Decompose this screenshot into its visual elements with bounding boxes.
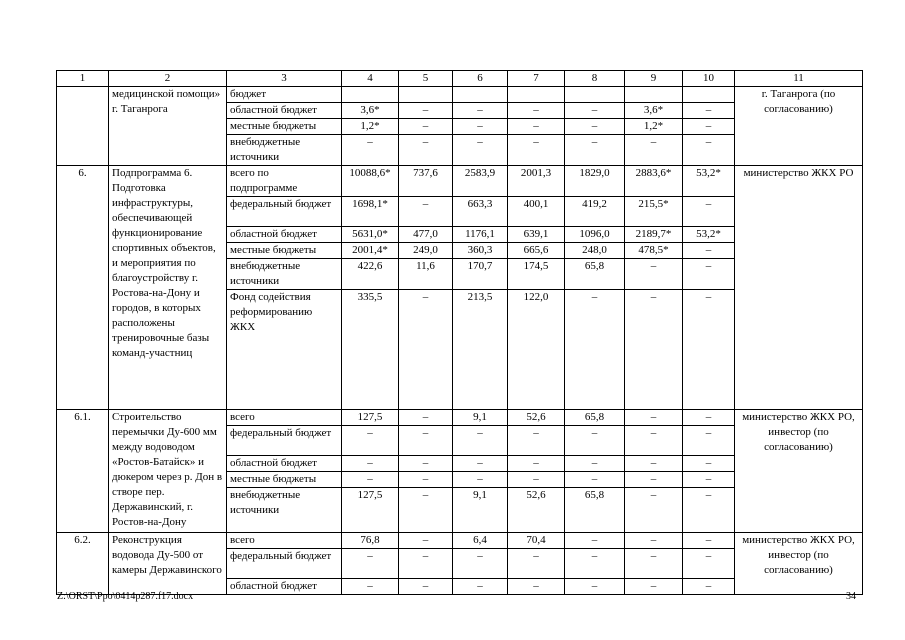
value-cell: 9,1 bbox=[453, 410, 508, 426]
value-cell: – bbox=[342, 472, 399, 488]
header-cell: 1 bbox=[57, 71, 109, 87]
value-cell: 76,8 bbox=[342, 533, 399, 549]
value-cell: 215,5* bbox=[625, 197, 683, 227]
header-cell: 7 bbox=[508, 71, 565, 87]
value-cell bbox=[508, 87, 565, 103]
value-cell: 2001,4* bbox=[342, 243, 399, 259]
value-cell: 52,6 bbox=[508, 488, 565, 533]
value-cell: – bbox=[565, 119, 625, 135]
value-cell: – bbox=[625, 135, 683, 166]
value-cell: – bbox=[399, 472, 453, 488]
value-cell: – bbox=[399, 426, 453, 456]
header-cell: 4 bbox=[342, 71, 399, 87]
value-cell: – bbox=[399, 579, 453, 595]
funding-source: местные бюджеты bbox=[227, 119, 342, 135]
value-cell: 360,3 bbox=[453, 243, 508, 259]
value-cell: – bbox=[508, 119, 565, 135]
value-cell: – bbox=[565, 456, 625, 472]
value-cell: – bbox=[342, 579, 399, 595]
value-cell: – bbox=[683, 119, 735, 135]
funding-source: федеральный бюджет bbox=[227, 549, 342, 579]
item-name: Подпрограмма 6. Подготовка инфраструктуры, обеспечивающей функционирование спортивных объектов, и мероприятия по благоустройству г. Ростова-на-Дону и городов, в которых расположены тренировочные базы команд-участниц bbox=[109, 166, 227, 410]
funding-source: областной бюджет bbox=[227, 579, 342, 595]
value-cell: 11,6 bbox=[399, 259, 453, 290]
value-cell: – bbox=[453, 119, 508, 135]
value-cell: – bbox=[625, 472, 683, 488]
value-cell: – bbox=[399, 197, 453, 227]
funding-source: областной бюджет bbox=[227, 456, 342, 472]
value-cell: – bbox=[683, 259, 735, 290]
item-number: 6. bbox=[57, 166, 109, 410]
value-cell: 639,1 bbox=[508, 227, 565, 243]
value-cell: – bbox=[453, 456, 508, 472]
value-cell: – bbox=[683, 549, 735, 579]
value-cell: – bbox=[399, 103, 453, 119]
value-cell: 10088,6* bbox=[342, 166, 399, 197]
value-cell: – bbox=[399, 135, 453, 166]
value-cell: – bbox=[625, 579, 683, 595]
value-cell: – bbox=[453, 549, 508, 579]
value-cell: – bbox=[565, 103, 625, 119]
value-cell: – bbox=[683, 488, 735, 533]
value-cell bbox=[453, 87, 508, 103]
value-cell: – bbox=[508, 472, 565, 488]
funding-source: федеральный бюджет bbox=[227, 197, 342, 227]
value-cell: 213,5 bbox=[453, 290, 508, 410]
value-cell: 1,2* bbox=[625, 119, 683, 135]
header-cell: 9 bbox=[625, 71, 683, 87]
value-cell: – bbox=[625, 549, 683, 579]
value-cell: 400,1 bbox=[508, 197, 565, 227]
value-cell: – bbox=[399, 549, 453, 579]
value-cell: 665,6 bbox=[508, 243, 565, 259]
value-cell: – bbox=[508, 549, 565, 579]
funding-source: всего bbox=[227, 410, 342, 426]
footer-page-number: 34 bbox=[846, 591, 856, 602]
value-cell: – bbox=[683, 472, 735, 488]
value-cell: – bbox=[508, 103, 565, 119]
funding-source: бюджет bbox=[227, 87, 342, 103]
value-cell: 422,6 bbox=[342, 259, 399, 290]
funding-source: внебюджетные источники bbox=[227, 135, 342, 166]
header-cell: 3 bbox=[227, 71, 342, 87]
value-cell: – bbox=[683, 456, 735, 472]
executor: министерство ЖКХ РО bbox=[735, 166, 863, 410]
value-cell: – bbox=[565, 533, 625, 549]
value-cell: – bbox=[625, 290, 683, 410]
value-cell: – bbox=[625, 456, 683, 472]
funding-source: внебюджетные источники bbox=[227, 259, 342, 290]
value-cell: 335,5 bbox=[342, 290, 399, 410]
executor: министерство ЖКХ РО, инвестор (по согласованию) bbox=[735, 410, 863, 533]
header-cell: 5 bbox=[399, 71, 453, 87]
value-cell: 478,5* bbox=[625, 243, 683, 259]
funding-source: областной бюджет bbox=[227, 227, 342, 243]
value-cell: 419,2 bbox=[565, 197, 625, 227]
header-cell: 6 bbox=[453, 71, 508, 87]
value-cell: – bbox=[625, 410, 683, 426]
value-cell: – bbox=[453, 103, 508, 119]
value-cell: 1,2* bbox=[342, 119, 399, 135]
table-row bbox=[57, 410, 863, 426]
value-cell: – bbox=[565, 426, 625, 456]
value-cell: 122,0 bbox=[508, 290, 565, 410]
value-cell: – bbox=[683, 290, 735, 410]
executor: министерство ЖКХ РО, инвестор (по согласованию) bbox=[735, 533, 863, 595]
value-cell bbox=[683, 87, 735, 103]
value-cell: – bbox=[625, 426, 683, 456]
value-cell: – bbox=[399, 488, 453, 533]
item-number: 6.1. bbox=[57, 410, 109, 533]
value-cell: 2001,3 bbox=[508, 166, 565, 197]
table-row bbox=[57, 166, 863, 197]
value-cell: 70,4 bbox=[508, 533, 565, 549]
value-cell: – bbox=[625, 488, 683, 533]
value-cell: – bbox=[508, 456, 565, 472]
value-cell: – bbox=[508, 426, 565, 456]
value-cell: 248,0 bbox=[565, 243, 625, 259]
value-cell: 65,8 bbox=[565, 259, 625, 290]
value-cell: – bbox=[625, 259, 683, 290]
value-cell: – bbox=[683, 243, 735, 259]
value-cell: 1829,0 bbox=[565, 166, 625, 197]
value-cell: – bbox=[565, 135, 625, 166]
item-number: 6.2. bbox=[57, 533, 109, 595]
value-cell: 477,0 bbox=[399, 227, 453, 243]
value-cell: 249,0 bbox=[399, 243, 453, 259]
value-cell: – bbox=[453, 426, 508, 456]
value-cell: – bbox=[625, 533, 683, 549]
value-cell: – bbox=[399, 290, 453, 410]
value-cell: – bbox=[342, 549, 399, 579]
funding-source: Фонд содействия реформированию ЖКХ bbox=[227, 290, 342, 410]
value-cell: 6,4 bbox=[453, 533, 508, 549]
value-cell: – bbox=[683, 579, 735, 595]
value-cell: 1096,0 bbox=[565, 227, 625, 243]
item-number bbox=[57, 87, 109, 166]
value-cell: 3,6* bbox=[625, 103, 683, 119]
value-cell: 1176,1 bbox=[453, 227, 508, 243]
funding-source: федеральный бюджет bbox=[227, 426, 342, 456]
value-cell: – bbox=[399, 119, 453, 135]
value-cell: 9,1 bbox=[453, 488, 508, 533]
header-cell: 10 bbox=[683, 71, 735, 87]
value-cell: – bbox=[453, 579, 508, 595]
value-cell: 2189,7* bbox=[625, 227, 683, 243]
executor: г. Таганрога (по согласованию) bbox=[735, 87, 863, 166]
header-cell: 11 bbox=[735, 71, 863, 87]
item-name: медицинской помощи» г. Таганрога bbox=[109, 87, 227, 166]
value-cell: – bbox=[565, 290, 625, 410]
value-cell: 663,3 bbox=[453, 197, 508, 227]
funding-source: всего по подпрограмме bbox=[227, 166, 342, 197]
value-cell: 174,5 bbox=[508, 259, 565, 290]
table-row bbox=[57, 533, 863, 549]
item-name: Реконструкция водовода Ду-500 от камеры Державинского bbox=[109, 533, 227, 595]
value-cell: – bbox=[565, 579, 625, 595]
value-cell: – bbox=[453, 135, 508, 166]
item-name: Строительство перемычки Ду-600 мм между водоводом «Ростов-Батайск» и дюкером через р. Дон в створе пер. Державинский, г. Ростов-на-Дону bbox=[109, 410, 227, 533]
value-cell bbox=[399, 87, 453, 103]
value-cell: 1698,1* bbox=[342, 197, 399, 227]
value-cell bbox=[342, 87, 399, 103]
budget-table bbox=[56, 70, 863, 595]
header-row bbox=[57, 71, 863, 87]
funding-source: местные бюджеты bbox=[227, 472, 342, 488]
funding-source: областной бюджет bbox=[227, 103, 342, 119]
value-cell: 53,2* bbox=[683, 227, 735, 243]
value-cell: – bbox=[399, 533, 453, 549]
footer-file-path: Z:\ORST\Ppo\0414p287.f17.docx bbox=[57, 591, 194, 602]
value-cell: 3,6* bbox=[342, 103, 399, 119]
header-cell: 2 bbox=[109, 71, 227, 87]
value-cell: – bbox=[453, 472, 508, 488]
value-cell: – bbox=[508, 579, 565, 595]
value-cell: 170,7 bbox=[453, 259, 508, 290]
value-cell: – bbox=[683, 135, 735, 166]
funding-source: внебюджетные источники bbox=[227, 488, 342, 533]
value-cell: – bbox=[683, 197, 735, 227]
value-cell: – bbox=[508, 135, 565, 166]
value-cell: – bbox=[399, 410, 453, 426]
value-cell: – bbox=[342, 135, 399, 166]
value-cell bbox=[625, 87, 683, 103]
value-cell: 2883,6* bbox=[625, 166, 683, 197]
value-cell: 65,8 bbox=[565, 488, 625, 533]
value-cell: – bbox=[399, 456, 453, 472]
value-cell: 65,8 bbox=[565, 410, 625, 426]
value-cell: – bbox=[342, 426, 399, 456]
value-cell: 2583,9 bbox=[453, 166, 508, 197]
value-cell: – bbox=[565, 549, 625, 579]
funding-source: всего bbox=[227, 533, 342, 549]
value-cell: 737,6 bbox=[399, 166, 453, 197]
funding-source: местные бюджеты bbox=[227, 243, 342, 259]
value-cell: 127,5 bbox=[342, 410, 399, 426]
value-cell: – bbox=[565, 472, 625, 488]
header-cell: 8 bbox=[565, 71, 625, 87]
value-cell: 127,5 bbox=[342, 488, 399, 533]
value-cell: 5631,0* bbox=[342, 227, 399, 243]
value-cell: – bbox=[683, 410, 735, 426]
table-row bbox=[57, 87, 863, 103]
value-cell: – bbox=[683, 426, 735, 456]
value-cell bbox=[565, 87, 625, 103]
value-cell: 53,2* bbox=[683, 166, 735, 197]
value-cell: – bbox=[342, 456, 399, 472]
value-cell: 52,6 bbox=[508, 410, 565, 426]
value-cell: – bbox=[683, 103, 735, 119]
value-cell: – bbox=[683, 533, 735, 549]
